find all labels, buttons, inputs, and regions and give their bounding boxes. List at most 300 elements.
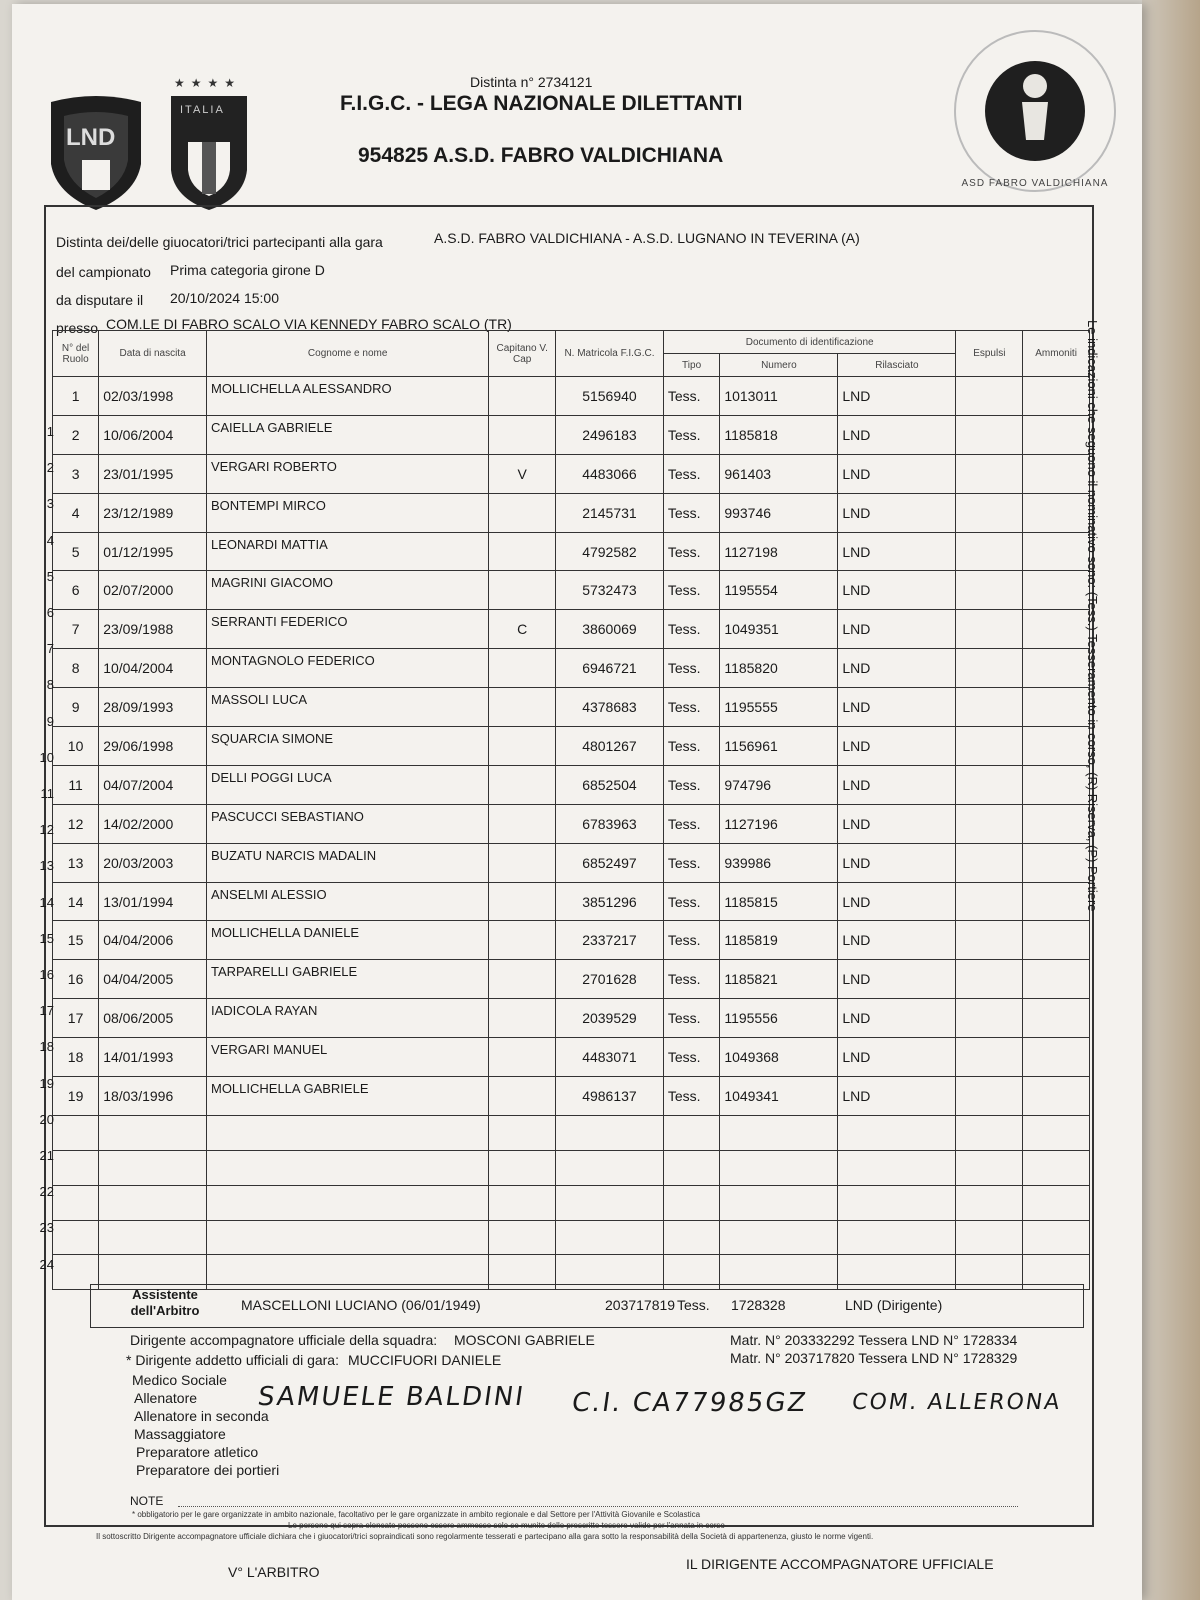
player-ruolo: 13 <box>53 843 99 882</box>
club-title: 954825 A.S.D. FABRO VALDICHIANA <box>358 144 724 167</box>
player-espulsi[interactable] <box>956 1077 1023 1116</box>
player-matricola: 3860069 <box>556 610 664 649</box>
player-name: VERGARI MANUEL <box>206 1038 488 1077</box>
outer-row-number: 17 <box>39 1003 54 1019</box>
player-ammoniti[interactable] <box>1023 960 1090 999</box>
player-name: SQUARCIA SIMONE <box>206 727 488 766</box>
player-doc-type: Tess. <box>663 649 719 688</box>
player-doc-type: Tess. <box>663 882 719 921</box>
col-birth: Data di nascita <box>99 331 207 377</box>
player-doc-issuer: LND <box>838 688 956 727</box>
player-matricola: 6852504 <box>556 765 664 804</box>
empty-cell[interactable] <box>1023 1115 1090 1150</box>
player-doc-type: Tess. <box>663 415 719 454</box>
player-ruolo: 9 <box>53 688 99 727</box>
player-ammoniti[interactable] <box>1023 843 1090 882</box>
notes-label: NOTE <box>130 1494 164 1508</box>
player-espulsi[interactable] <box>956 610 1023 649</box>
outer-row-number: 9 <box>46 713 54 729</box>
empty-cell[interactable] <box>720 1220 838 1255</box>
player-doc-number: 1185821 <box>720 960 838 999</box>
player-birth: 13/01/1994 <box>99 882 207 921</box>
player-captain <box>489 921 556 960</box>
player-espulsi[interactable] <box>956 1038 1023 1077</box>
player-birth: 08/06/2005 <box>99 999 207 1038</box>
outer-row-number: 22 <box>39 1184 54 1200</box>
player-ammoniti[interactable] <box>1023 1038 1090 1077</box>
date-value: 20/10/2024 15:00 <box>170 290 279 306</box>
empty-row <box>53 1220 1090 1255</box>
outer-row-number: 7 <box>46 641 54 657</box>
player-ammoniti[interactable] <box>1023 999 1090 1038</box>
player-row <box>53 765 1090 804</box>
player-captain <box>489 415 556 454</box>
empty-row <box>53 1150 1090 1185</box>
player-espulsi[interactable] <box>956 999 1023 1038</box>
player-row <box>53 921 1090 960</box>
outer-row-number: 1 <box>46 424 54 439</box>
empty-cell[interactable] <box>838 1185 956 1220</box>
col-captain: Capitano V. Cap <box>489 331 556 377</box>
player-espulsi[interactable] <box>956 649 1023 688</box>
player-birth: 04/04/2006 <box>99 921 207 960</box>
player-doc-issuer: LND <box>838 843 956 882</box>
player-doc-number: 1013011 <box>720 377 838 416</box>
player-row <box>53 415 1090 454</box>
empty-cell[interactable] <box>720 1150 838 1185</box>
empty-cell[interactable] <box>489 1150 556 1185</box>
empty-cell[interactable] <box>956 1115 1023 1150</box>
player-matricola: 5732473 <box>556 571 664 610</box>
player-doc-type: Tess. <box>663 454 719 493</box>
player-row <box>53 610 1090 649</box>
player-matricola: 4483066 <box>556 454 664 493</box>
player-doc-number: 1195556 <box>720 999 838 1038</box>
outer-row-number: 21 <box>39 1148 54 1163</box>
player-name: IADICOLA RAYAN <box>206 999 488 1038</box>
player-ruolo: 1 <box>53 377 99 416</box>
outer-row-number: 10 <box>39 749 54 765</box>
player-captain <box>489 727 556 766</box>
player-matricola: 6852497 <box>556 843 664 882</box>
seal-icon <box>952 28 1118 194</box>
handwritten-comune: COM. ALLERONA <box>850 1390 1063 1415</box>
empty-cell[interactable] <box>663 1220 719 1255</box>
player-doc-type: Tess. <box>663 1077 719 1116</box>
assistant-label: Assistente dell'Arbitro <box>130 1287 200 1318</box>
player-birth: 04/04/2005 <box>99 960 207 999</box>
player-captain <box>489 377 556 416</box>
club-seal <box>952 28 1118 199</box>
assistant-matr: 203717819 <box>605 1297 676 1313</box>
empty-cell[interactable] <box>663 1185 719 1220</box>
empty-cell[interactable] <box>720 1185 838 1220</box>
player-espulsi[interactable] <box>956 415 1023 454</box>
player-espulsi[interactable] <box>956 688 1023 727</box>
player-name: CAIELLA GABRIELE <box>206 415 488 454</box>
player-doc-number: 1185819 <box>720 921 838 960</box>
player-espulsi[interactable] <box>956 765 1023 804</box>
player-name: ANSELMI ALESSIO <box>206 882 488 921</box>
player-matricola: 4483071 <box>556 1038 664 1077</box>
player-captain <box>489 882 556 921</box>
notes-footnote-1: * obbligatorio per le gare organizzate in ambito nazionale, facoltativo per le gare organizzate in ambito regionale e dal Settore per l'Attività Giovanile e Scolastica <box>132 1510 701 1519</box>
player-captain <box>489 1038 556 1077</box>
player-row <box>53 999 1090 1038</box>
player-name: MOLLICHELLA GABRIELE <box>206 1077 488 1116</box>
player-matricola: 2039529 <box>556 999 664 1038</box>
player-captain <box>489 493 556 532</box>
empty-cell[interactable] <box>663 1150 719 1185</box>
player-birth: 23/12/1989 <box>99 493 207 532</box>
player-espulsi[interactable] <box>956 571 1023 610</box>
dirigente-label: Dirigente accompagnatore ufficiale della squadra: <box>130 1332 438 1348</box>
col-numero: Numero <box>720 354 838 377</box>
player-doc-number: 1156961 <box>720 727 838 766</box>
seal-text: ASD FABRO VALDICHIANA <box>961 178 1109 189</box>
player-doc-issuer: LND <box>838 377 956 416</box>
player-row <box>53 804 1090 843</box>
empty-cell[interactable] <box>556 1220 664 1255</box>
player-matricola: 5156940 <box>556 377 664 416</box>
player-matricola: 6783963 <box>556 804 664 843</box>
col-doc-group: Documento di identificazione <box>663 331 956 354</box>
empty-cell[interactable] <box>206 1185 488 1220</box>
player-name: BUZATU NARCIS MADALIN <box>206 843 488 882</box>
player-row <box>53 843 1090 882</box>
player-row <box>53 1038 1090 1077</box>
player-birth: 10/04/2004 <box>99 649 207 688</box>
player-espulsi[interactable] <box>956 921 1023 960</box>
player-captain <box>489 999 556 1038</box>
player-espulsi[interactable] <box>956 454 1023 493</box>
player-captain <box>489 804 556 843</box>
roster-table <box>52 330 1090 1290</box>
player-row <box>53 727 1090 766</box>
empty-cell[interactable] <box>206 1150 488 1185</box>
player-doc-issuer: LND <box>838 610 956 649</box>
player-row <box>53 960 1090 999</box>
referee-signature-label: V° L'ARBITRO <box>228 1564 320 1580</box>
player-doc-type: Tess. <box>663 960 719 999</box>
player-captain <box>489 765 556 804</box>
empty-row <box>53 1185 1090 1220</box>
player-ammoniti[interactable] <box>1023 532 1090 571</box>
player-matricola: 2701628 <box>556 960 664 999</box>
player-matricola: 2145731 <box>556 493 664 532</box>
declaration: Il sottoscritto Dirigente accompagnatore ufficiale dichiara che i giuocatori/trici sopraindicati sono regolarmente tesserati e partecipano alla gara sotto la responsabilità della Società di appartenenza, giusto le norme vigenti. <box>96 1532 874 1541</box>
player-birth: 14/01/1993 <box>99 1038 207 1077</box>
player-captain <box>489 960 556 999</box>
player-matricola: 2337217 <box>556 921 664 960</box>
outer-row-number: 16 <box>39 967 54 982</box>
empty-cell[interactable] <box>556 1115 664 1150</box>
assistant-ril: LND (Dirigente) <box>845 1297 943 1313</box>
player-birth: 02/03/1998 <box>99 377 207 416</box>
date-label: da disputare il <box>56 292 144 308</box>
player-ruolo: 10 <box>53 727 99 766</box>
empty-cell[interactable] <box>99 1115 207 1150</box>
col-matricola: N. Matricola F.I.G.C. <box>556 331 664 377</box>
player-matricola: 4378683 <box>556 688 664 727</box>
player-name: MAGRINI GIACOMO <box>206 571 488 610</box>
player-birth: 01/12/1995 <box>99 532 207 571</box>
outer-row-number: 15 <box>39 930 54 946</box>
player-ammoniti[interactable] <box>1023 1077 1090 1116</box>
player-doc-number: 1127198 <box>720 532 838 571</box>
player-doc-type: Tess. <box>663 765 719 804</box>
col-tipo: Tipo <box>663 354 719 377</box>
empty-cell[interactable] <box>663 1115 719 1150</box>
outer-row-number: 2 <box>46 460 54 476</box>
empty-cell[interactable] <box>556 1150 664 1185</box>
italia-logo-text: ITALIA <box>180 104 225 116</box>
player-birth: 29/06/1998 <box>99 727 207 766</box>
empty-cell[interactable] <box>838 1220 956 1255</box>
empty-cell[interactable] <box>956 1150 1023 1185</box>
assistant-tipo: Tess. <box>677 1297 710 1313</box>
lnd-shield-icon <box>46 94 146 212</box>
empty-cell[interactable] <box>489 1115 556 1150</box>
player-doc-number: 1195554 <box>720 571 838 610</box>
player-captain <box>489 688 556 727</box>
player-ammoniti[interactable] <box>1023 649 1090 688</box>
assistant-name: MASCELLONI LUCIANO (06/01/1949) <box>241 1297 481 1313</box>
player-row <box>53 688 1090 727</box>
player-doc-number: 939986 <box>720 843 838 882</box>
empty-cell[interactable] <box>838 1150 956 1185</box>
empty-cell[interactable] <box>53 1150 99 1185</box>
player-doc-issuer: LND <box>838 493 956 532</box>
player-birth: 14/02/2000 <box>99 804 207 843</box>
player-espulsi[interactable] <box>956 532 1023 571</box>
distinta-number: Distinta n° 2734121 <box>470 74 593 90</box>
player-doc-issuer: LND <box>838 571 956 610</box>
handwritten-id: C.I. CA77985GZ <box>569 1388 810 1418</box>
medico-label: Medico Sociale <box>132 1372 227 1388</box>
empty-cell[interactable] <box>1023 1150 1090 1185</box>
outer-row-number: 23 <box>39 1220 54 1236</box>
col-name: Cognome e nome <box>206 331 488 377</box>
player-doc-type: Tess. <box>663 727 719 766</box>
player-ruolo: 15 <box>53 921 99 960</box>
player-espulsi[interactable] <box>956 493 1023 532</box>
addetto-label: * Dirigente addetto ufficiali di gara: <box>126 1352 339 1368</box>
notes-footnote-2: Le persone qui sopra elencate possono essere ammesse solo se munite delle prescritte tessere valide per l'annata in corso <box>288 1521 725 1530</box>
player-name: MASSOLI LUCA <box>206 688 488 727</box>
player-doc-issuer: LND <box>838 1077 956 1116</box>
player-doc-type: Tess. <box>663 688 719 727</box>
player-espulsi[interactable] <box>956 727 1023 766</box>
player-ruolo: 17 <box>53 999 99 1038</box>
player-captain: C <box>489 610 556 649</box>
player-birth: 10/06/2004 <box>99 415 207 454</box>
empty-cell[interactable] <box>99 1185 207 1220</box>
player-doc-number: 974796 <box>720 765 838 804</box>
player-name: BONTEMPI MIRCO <box>206 493 488 532</box>
empty-cell[interactable] <box>99 1150 207 1185</box>
player-birth: 23/01/1995 <box>99 454 207 493</box>
player-ruolo: 4 <box>53 493 99 532</box>
outer-row-number: 11 <box>40 786 54 801</box>
empty-cell[interactable] <box>53 1185 99 1220</box>
official-signature-label: IL DIRIGENTE ACCOMPAGNATORE UFFICIALE <box>686 1556 994 1572</box>
player-captain: V <box>489 454 556 493</box>
player-doc-type: Tess. <box>663 804 719 843</box>
player-ruolo: 12 <box>53 804 99 843</box>
empty-cell[interactable] <box>838 1115 956 1150</box>
outer-row-number: 18 <box>39 1039 54 1055</box>
empty-cell[interactable] <box>53 1115 99 1150</box>
player-ammoniti[interactable] <box>1023 921 1090 960</box>
player-espulsi[interactable] <box>956 843 1023 882</box>
empty-cell[interactable] <box>99 1220 207 1255</box>
player-ammoniti[interactable] <box>1023 765 1090 804</box>
player-ammoniti[interactable] <box>1023 688 1090 727</box>
outer-row-number: 6 <box>46 605 54 620</box>
lnd-logo-text: LND <box>66 124 116 151</box>
player-doc-issuer: LND <box>838 532 956 571</box>
player-ruolo: 16 <box>53 960 99 999</box>
player-ammoniti[interactable] <box>1023 882 1090 921</box>
player-name: MOLLICHELLA DANIELE <box>206 921 488 960</box>
empty-cell[interactable] <box>956 1185 1023 1220</box>
player-espulsi[interactable] <box>956 960 1023 999</box>
player-doc-issuer: LND <box>838 804 956 843</box>
championship-label: del campionato <box>56 264 151 280</box>
player-doc-number: 1195555 <box>720 688 838 727</box>
outer-row-number: 8 <box>46 677 54 693</box>
player-ammoniti[interactable] <box>1023 454 1090 493</box>
outer-row-number: 12 <box>39 822 54 838</box>
championship-value: Prima categoria girone D <box>170 262 325 278</box>
player-matricola: 4792582 <box>556 532 664 571</box>
player-doc-type: Tess. <box>663 999 719 1038</box>
player-birth: 23/09/1988 <box>99 610 207 649</box>
player-name: TARPARELLI GABRIELE <box>206 960 488 999</box>
player-captain <box>489 649 556 688</box>
player-ruolo: 2 <box>53 415 99 454</box>
empty-cell[interactable] <box>489 1185 556 1220</box>
col-rilasciato: Rilasciato <box>838 354 956 377</box>
dirigente-name: MOSCONI GABRIELE <box>454 1332 595 1348</box>
player-espulsi[interactable] <box>956 804 1023 843</box>
col-ruolo: N° del Ruolo <box>53 331 99 377</box>
player-name: SERRANTI FEDERICO <box>206 610 488 649</box>
venue-value: COM.LE DI FABRO SCALO VIA KENNEDY FABRO SCALO (TR) <box>106 316 512 332</box>
player-ruolo: 7 <box>53 610 99 649</box>
empty-cell[interactable] <box>556 1185 664 1220</box>
preparatore-label: Preparatore atletico <box>136 1444 259 1460</box>
player-doc-number: 961403 <box>720 454 838 493</box>
empty-cell[interactable] <box>1023 1185 1090 1220</box>
empty-cell[interactable] <box>206 1220 488 1255</box>
player-doc-number: 1049351 <box>720 610 838 649</box>
match-game: A.S.D. FABRO VALDICHIANA - A.S.D. LUGNANO IN TEVERINA (A) <box>434 230 860 246</box>
empty-cell[interactable] <box>206 1115 488 1150</box>
outer-row-number: 24 <box>39 1256 54 1272</box>
player-doc-number: 1049341 <box>720 1077 838 1116</box>
player-doc-issuer: LND <box>838 960 956 999</box>
player-espulsi[interactable] <box>956 882 1023 921</box>
outer-row-number: 14 <box>39 894 54 910</box>
player-doc-type: Tess. <box>663 843 719 882</box>
player-name: PASCUCCI SEBASTIANO <box>206 804 488 843</box>
player-doc-issuer: LND <box>838 921 956 960</box>
outer-row-number: 5 <box>46 568 54 584</box>
massaggiatore-label: Massaggiatore <box>134 1426 226 1442</box>
venue-label: presso <box>56 320 99 336</box>
empty-cell[interactable] <box>489 1220 556 1255</box>
player-captain <box>489 571 556 610</box>
notes-line <box>178 1506 1018 1507</box>
outer-row-number: 4 <box>46 532 54 548</box>
side-note: Le indicazioni che seguono il nominativo sono: (Tess.) Tesseramento in corso, (R) Riserva, (P) Portiere <box>1085 320 1100 912</box>
player-ammoniti[interactable] <box>1023 415 1090 454</box>
player-ammoniti[interactable] <box>1023 493 1090 532</box>
empty-cell[interactable] <box>1023 1220 1090 1255</box>
player-captain <box>489 1077 556 1116</box>
player-row <box>53 882 1090 921</box>
player-ammoniti[interactable] <box>1023 804 1090 843</box>
player-doc-number: 1049368 <box>720 1038 838 1077</box>
player-matricola: 4986137 <box>556 1077 664 1116</box>
player-ruolo: 18 <box>53 1038 99 1077</box>
player-doc-issuer: LND <box>838 727 956 766</box>
player-ruolo: 5 <box>53 532 99 571</box>
player-name: VERGARI ROBERTO <box>206 454 488 493</box>
player-birth: 28/09/1993 <box>99 688 207 727</box>
empty-row <box>53 1115 1090 1150</box>
player-row <box>53 454 1090 493</box>
stars-icon: ★★★★ <box>174 76 242 90</box>
addetto-name: MUCCIFUORI DANIELE <box>348 1352 502 1368</box>
background-edge <box>1142 0 1200 1600</box>
player-espulsi[interactable] <box>956 377 1023 416</box>
player-name: MOLLICHELLA ALESSANDRO <box>206 377 488 416</box>
dirigente-matr: Matr. N° 203332292 Tessera LND N° 1728334 <box>730 1332 1018 1348</box>
col-espulsi: Espulsi <box>956 331 1023 377</box>
player-captain <box>489 843 556 882</box>
player-doc-issuer: LND <box>838 1038 956 1077</box>
player-ruolo: 8 <box>53 649 99 688</box>
player-name: MONTAGNOLO FEDERICO <box>206 649 488 688</box>
outer-row-number: 20 <box>39 1111 54 1127</box>
player-doc-number: 993746 <box>720 493 838 532</box>
player-matricola: 6946721 <box>556 649 664 688</box>
player-ammoniti[interactable] <box>1023 610 1090 649</box>
player-ammoniti[interactable] <box>1023 571 1090 610</box>
lnd-logo <box>46 94 146 217</box>
col-ammoniti: Ammoniti <box>1023 331 1090 377</box>
player-row <box>53 571 1090 610</box>
empty-cell[interactable] <box>720 1115 838 1150</box>
player-doc-number: 1185815 <box>720 882 838 921</box>
player-matricola: 2496183 <box>556 415 664 454</box>
empty-cell[interactable] <box>956 1220 1023 1255</box>
player-birth: 18/03/1996 <box>99 1077 207 1116</box>
outer-row-number: 13 <box>39 858 54 874</box>
player-doc-issuer: LND <box>838 649 956 688</box>
player-doc-issuer: LND <box>838 454 956 493</box>
player-ammoniti[interactable] <box>1023 727 1090 766</box>
players-label: Distinta dei/delle giuocatori/trici partecipanti alla gara <box>56 234 383 250</box>
allenatore-label: Allenatore <box>134 1390 198 1406</box>
empty-cell[interactable] <box>53 1220 99 1255</box>
player-doc-type: Tess. <box>663 493 719 532</box>
player-ammoniti[interactable] <box>1023 377 1090 416</box>
player-matricola: 3851296 <box>556 882 664 921</box>
